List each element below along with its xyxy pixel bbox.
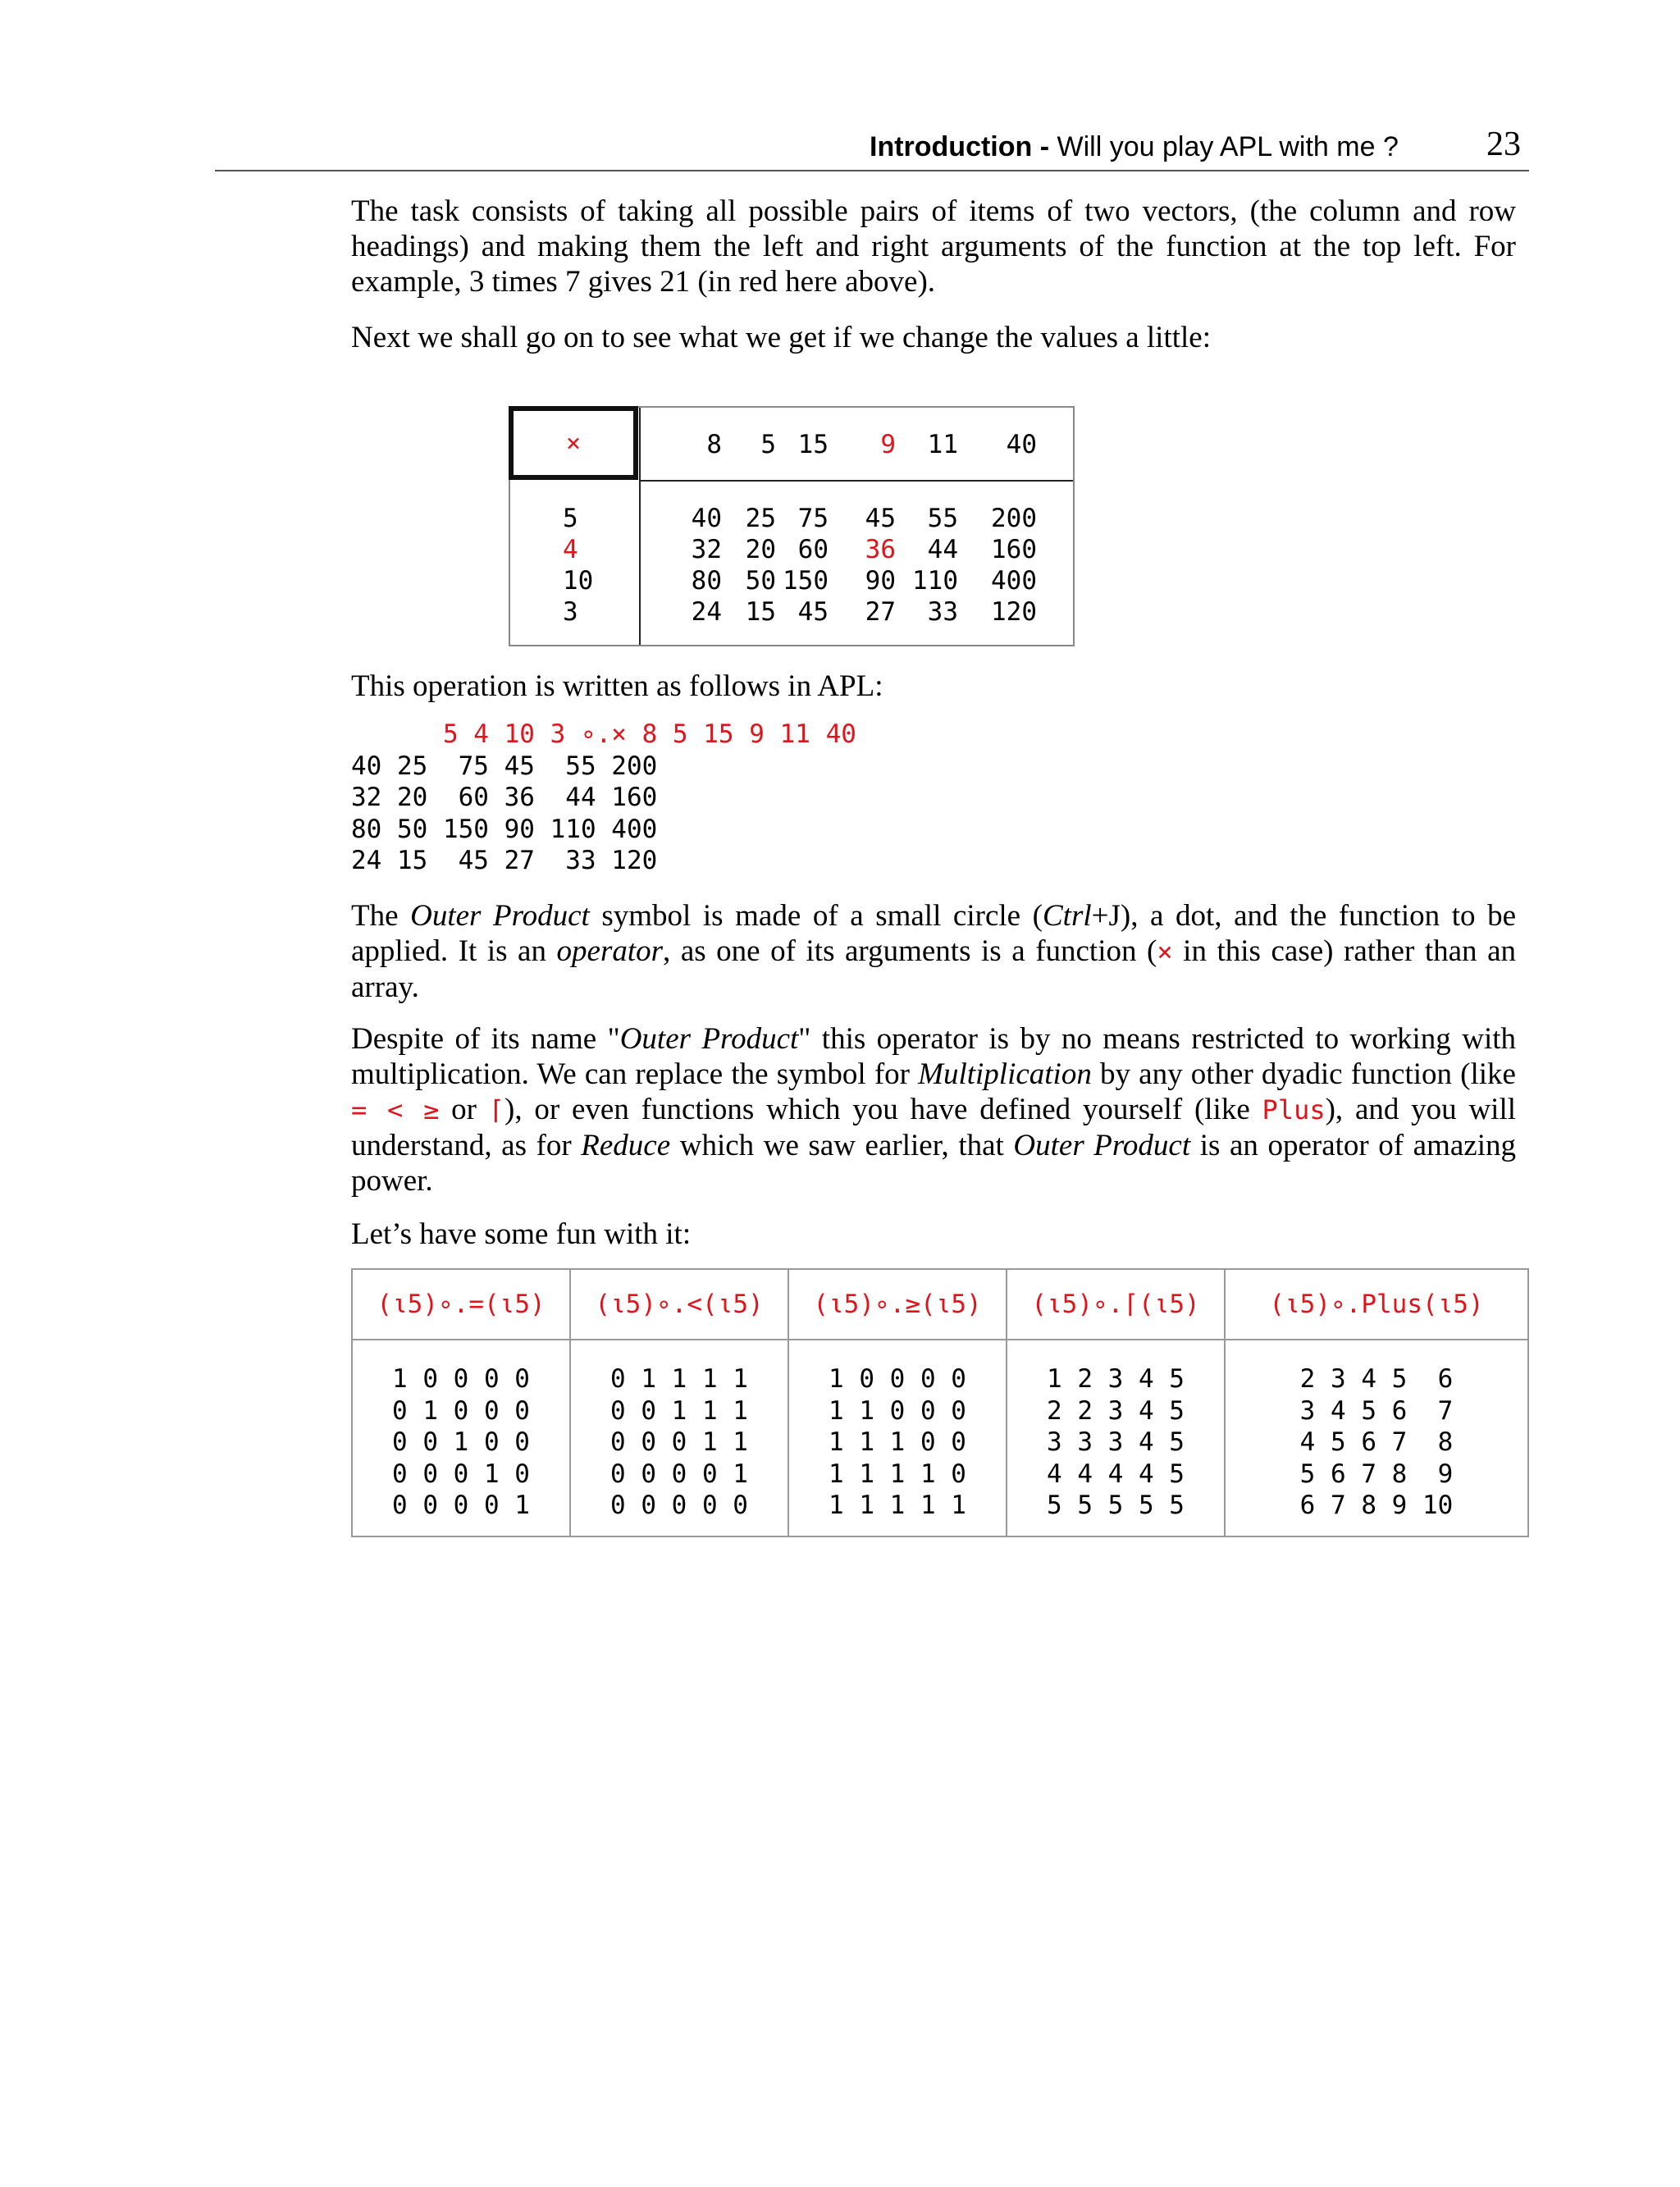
text: The — [351, 899, 411, 933]
example-expression: (⍳5)∘.=(⍳5) — [353, 1270, 569, 1340]
emphasis: Outer Product — [410, 899, 590, 933]
text: symbol is made of a small circle ( — [589, 899, 1043, 933]
result-row: 6 7 8 9 10 — [1299, 1491, 1454, 1520]
result-row: 0 0 1 1 1 — [610, 1395, 748, 1426]
page-number: 23 — [1486, 126, 1521, 163]
text: is an operator of amazing power. — [351, 1129, 1517, 1198]
row-header: 5 — [563, 504, 578, 533]
table-cell: 150 — [783, 566, 829, 596]
table-cell: 25 — [745, 504, 776, 533]
apl-output-line: 80 50 150 90 110 400 — [351, 814, 658, 844]
column-header: 9 — [880, 430, 896, 459]
paragraph-next: Next we shall go on to see what we get if we change the values a little: — [351, 321, 1211, 354]
text: ), or even functions which you have defined yourself (like — [504, 1093, 1262, 1126]
example-expression: (⍳5)∘.⌈(⍳5) — [1007, 1270, 1224, 1340]
multiplication-table — [509, 406, 1075, 646]
text: in this case) rather than an array. — [351, 934, 1516, 1004]
table-cell: 200 — [991, 504, 1037, 533]
result-row: 0 0 0 0 1 — [392, 1491, 530, 1520]
table-cell: 40 — [691, 504, 722, 533]
column-header: 5 — [760, 430, 776, 459]
table-cell: 90 — [865, 566, 896, 596]
inline-code: = < ≥ — [351, 1094, 440, 1125]
row-header: 3 — [563, 597, 578, 627]
table-cell: 45 — [865, 504, 896, 533]
example-expression: (⍳5)∘.Plus(⍳5) — [1226, 1270, 1527, 1340]
apl-output-line: 24 15 45 27 33 120 — [351, 846, 658, 875]
result-row: 0 0 1 0 0 — [392, 1427, 530, 1457]
emphasis: Outer Product — [619, 1022, 799, 1056]
result-row: 0 1 1 1 1 — [610, 1364, 748, 1394]
example-column — [571, 1270, 789, 1536]
table-cell: 33 — [927, 597, 958, 627]
example-column — [353, 1270, 571, 1536]
table-cell: 110 — [912, 566, 958, 596]
table-cell: 44 — [927, 535, 958, 564]
result-row: 5 6 7 8 9 — [1299, 1459, 1454, 1489]
result-row: 1 2 3 4 5 — [1047, 1364, 1185, 1394]
result-row: 1 0 0 0 0 — [829, 1364, 966, 1394]
table-cell: 60 — [797, 535, 829, 564]
text: " this operator is by no means restricted to working with multiplication. We can replace the symbol for — [351, 1022, 1517, 1091]
example-result — [789, 1363, 1006, 1522]
column-header: 15 — [797, 430, 829, 459]
result-row: 0 1 0 0 0 — [392, 1395, 530, 1426]
row-header: 10 — [563, 566, 594, 596]
example-expression: (⍳5)∘.<(⍳5) — [571, 1270, 788, 1340]
example-column — [1226, 1270, 1527, 1536]
table-cell: 20 — [745, 535, 776, 564]
table-cell: 120 — [991, 597, 1037, 627]
result-row: 0 0 0 0 0 — [610, 1491, 748, 1520]
result-row: 0 0 0 1 0 — [392, 1459, 530, 1489]
table-cell: 32 — [691, 535, 722, 564]
function-corner-cell: × — [509, 406, 638, 480]
inline-code: ⌈ — [488, 1094, 505, 1125]
result-row: 1 1 1 1 0 — [829, 1459, 966, 1489]
result-row: 0 0 0 0 1 — [610, 1459, 748, 1489]
table-cell: 75 — [797, 504, 829, 533]
result-row: 1 1 1 0 0 — [829, 1427, 966, 1457]
running-header — [870, 131, 1399, 163]
result-row: 0 0 0 1 1 — [610, 1427, 748, 1457]
text: ), and you will understand, as for — [351, 1093, 1517, 1162]
text: , as one of its arguments is a function ( — [663, 934, 1157, 968]
example-column — [1007, 1270, 1226, 1536]
header-rule — [215, 170, 1529, 171]
table-cell-highlight: 36 — [865, 535, 896, 564]
emphasis: Multiplication — [918, 1057, 1092, 1091]
paragraph-outer-product — [351, 898, 1516, 1005]
table-cell: 55 — [927, 504, 958, 533]
table-cell: 400 — [991, 566, 1037, 596]
text: +J), a dot, and the function to be applied. It is an — [351, 899, 1517, 968]
result-row: 2 2 3 4 5 — [1047, 1395, 1185, 1426]
emphasis: operator — [556, 934, 664, 968]
example-column — [789, 1270, 1007, 1536]
paragraph-despite — [351, 1021, 1516, 1199]
inline-code: Plus — [1262, 1094, 1326, 1125]
column-header: 40 — [1006, 430, 1037, 459]
table-cell: 15 — [745, 597, 776, 627]
table-cell: 160 — [991, 535, 1037, 564]
outer-product-examples-table — [351, 1268, 1529, 1537]
apl-output-line: 40 25 75 45 55 200 — [351, 751, 658, 781]
paragraph-intro: The task consists of taking all possible pairs of items of two vectors, (the column and row headings) and making them the left and right arguments of the function at the top left. For example, 3 times 7 gives 21 (in red here above). — [351, 194, 1516, 299]
text: Despite of its name " — [351, 1022, 620, 1056]
example-result — [1226, 1363, 1527, 1522]
result-row: 2 3 4 5 6 — [1299, 1364, 1454, 1394]
table-column-divider — [639, 408, 641, 645]
example-result — [571, 1363, 788, 1522]
result-row: 5 5 5 5 5 — [1047, 1491, 1185, 1520]
result-row: 4 4 4 4 5 — [1047, 1459, 1185, 1489]
table-cell: 27 — [865, 597, 896, 627]
emphasis: Ctrl — [1042, 899, 1092, 933]
table-cell: 24 — [691, 597, 722, 627]
result-row: 1 1 0 0 0 — [829, 1395, 966, 1426]
apl-output-line: 32 20 60 36 44 160 — [351, 783, 658, 812]
example-expression: (⍳5)∘.≥(⍳5) — [789, 1270, 1006, 1340]
example-result — [353, 1363, 569, 1522]
result-row: 1 1 1 1 1 — [829, 1491, 966, 1520]
section-label: Introduction - — [870, 131, 1050, 162]
text: or — [439, 1093, 489, 1126]
example-result — [1007, 1363, 1224, 1522]
result-row: 3 4 5 6 7 — [1299, 1395, 1454, 1426]
inline-code: × — [1157, 936, 1173, 967]
apl-session — [351, 719, 856, 877]
row-header: 4 — [563, 535, 578, 564]
table-row-divider — [639, 480, 1073, 482]
paragraph-apl-intro: This operation is written as follows in APL: — [351, 669, 883, 703]
emphasis: Reduce — [581, 1129, 671, 1162]
apl-input-line: 5 4 10 3 ∘.× 8 5 15 9 11 40 — [351, 719, 856, 749]
emphasis: Outer Product — [1013, 1129, 1191, 1162]
result-row: 1 0 0 0 0 — [392, 1364, 530, 1394]
text: by any other dyadic function (like — [1091, 1057, 1516, 1091]
column-header: 11 — [927, 430, 958, 459]
text: which we saw earlier, that — [670, 1129, 1014, 1162]
paragraph-fun: Let’s have some fun with it: — [351, 1217, 692, 1251]
table-cell: 45 — [797, 597, 829, 627]
result-row: 4 5 6 7 8 — [1299, 1427, 1454, 1457]
section-title: Will you play APL with me ? — [1057, 131, 1399, 162]
result-row: 3 3 3 4 5 — [1047, 1427, 1185, 1457]
column-header: 8 — [706, 430, 722, 459]
table-cell: 80 — [691, 566, 722, 596]
table-cell: 50 — [745, 566, 776, 596]
